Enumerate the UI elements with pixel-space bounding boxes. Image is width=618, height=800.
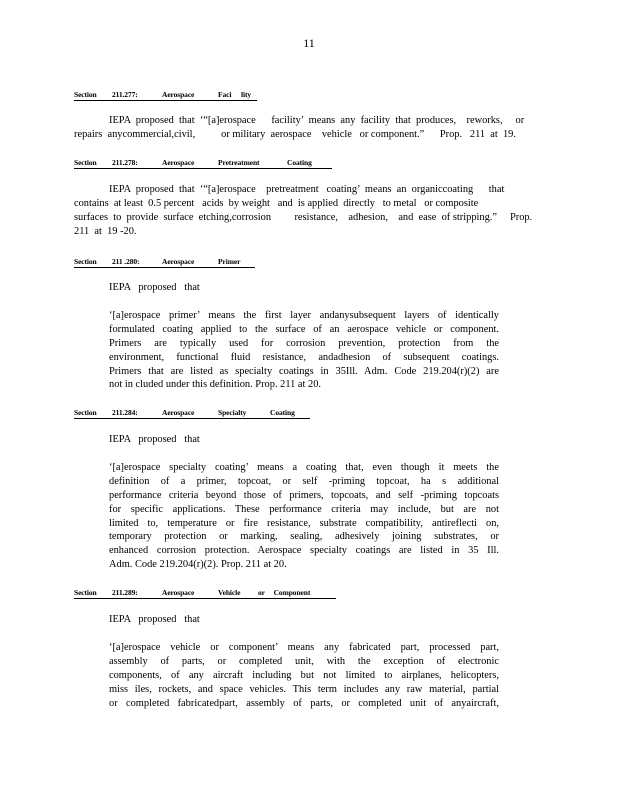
heading-term-2: Specialty: [218, 408, 247, 417]
heading-term-3: lity: [241, 90, 252, 99]
heading-term-1: Aerospace: [162, 408, 195, 417]
quote-line: ‘[a]erospace specialty coating’ means a coating that, even though it meets the: [109, 462, 499, 473]
quote-line: ‘[a]erospace primer’ means the first layer andanysubsequent layers of identically: [109, 310, 499, 321]
quoted-definition: [109, 641, 499, 710]
heading-term-1: Aerospace: [162, 90, 195, 99]
intro-line: IEPA proposed that ‘“[a]erospace pretreatment coating’ means an organiccoating that: [109, 184, 505, 195]
heading-label: Section: [74, 257, 97, 266]
intro-line: IEPA proposed that: [109, 434, 200, 445]
quote-line: formulated coating applied to the surface of an aerospace vehicle or component.: [109, 323, 499, 335]
heading-number: 211.277:: [112, 90, 138, 99]
quote-line: Primers that are listed as specialty coatings in 35Ill. Adm. Code 219.204(r)(2) are: [109, 365, 499, 377]
heading-term-2: Primer: [218, 257, 241, 266]
heading-term-2: Pretreatment: [218, 158, 260, 167]
quote-line: Primers are typically used for corrosion prevention, protection from the: [109, 337, 499, 349]
quote-line: miss iles, rockets, and space vehicles. This term includes any raw material, partial: [109, 683, 499, 695]
page-number: 11: [303, 36, 315, 50]
heading-term-3: or Component: [258, 588, 311, 597]
quote-line: limited to, temperature or fire resistance, substrate compatibility, antireflecti on,: [109, 517, 499, 529]
intro-line: 211 at 19 -20.: [74, 226, 137, 237]
heading-term-2: Faci: [218, 90, 232, 99]
quote-line: performance criteria beyond those of primers, topcoats, and self -priming topcoats: [109, 489, 499, 501]
quoted-definition: [109, 461, 499, 572]
heading-term-3: Coating: [270, 408, 295, 417]
quote-line: not in cluded under this definition. Prop. 211 at 20.: [109, 379, 322, 391]
heading-term-2: Vehicle: [218, 588, 241, 597]
quote-line: Adm. Code 219.204(r)(2). Prop. 211 at 20.: [109, 559, 287, 571]
heading-number: 211.278:: [112, 158, 138, 167]
quote-line: assembly of parts, or completed unit, with the exception of electronic: [109, 655, 499, 667]
heading-label: Section: [74, 408, 97, 417]
quote-line: temporary protection or marking, sealing, adhesively joining substrates, or: [109, 531, 499, 543]
heading-term-1: Aerospace: [162, 158, 195, 167]
quote-line: enhanced corrosion protection. Aerospace specialty coatings are listed in 35 Ill.: [109, 545, 499, 557]
intro-line: surfaces to provide surface etching,corrosion resistance, adhesion, and ease of stripping.” Prop.: [74, 212, 533, 223]
intro-line: IEPA proposed that: [109, 614, 200, 625]
heading-number: 211.284:: [112, 408, 138, 417]
quoted-definition: [109, 309, 499, 392]
heading-label: Section: [74, 158, 97, 167]
section-heading-211-277: [74, 90, 257, 101]
heading-label: Section: [74, 588, 97, 597]
section-heading-211-284: [74, 408, 310, 419]
quote-line: for specific applications. These performance criteria may include, but are not: [109, 503, 499, 515]
heading-label: Section: [74, 90, 97, 99]
quote-line: or completed fabricatedpart, assembly of parts, or completed unit of anyaircraft,: [109, 697, 499, 709]
heading-term-1: Aerospace: [162, 588, 195, 597]
intro-line: contains at least 0.5 percent acids by weight and is applied directly to metal or composite: [74, 198, 479, 209]
quote-line: components, of any aircraft including but not limited to airplanes, helicopters,: [109, 669, 499, 681]
quote-line: environment, functional fluid resistance, andadhesion of subsequent coatings.: [109, 351, 499, 363]
intro-line: repairs anycommercial,civil, or military aerospace vehicle or component.” Prop. 211 at 19.: [74, 129, 516, 140]
quote-line: ‘[a]erospace vehicle or component’ means any fabricated part, processed part,: [109, 642, 499, 653]
quote-line: definition of a primer, topcoat, or self -priming topcoat, ha s additional: [109, 475, 499, 487]
section-heading-211-278: [74, 158, 332, 169]
intro-line: IEPA proposed that: [109, 282, 200, 293]
intro-line: IEPA proposed that ‘“[a]erospace facility’ means any facility that produces, reworks, or: [109, 115, 525, 126]
heading-number: 211 .280:: [112, 257, 140, 266]
heading-term-1: Aerospace: [162, 257, 195, 266]
heading-term-3: Coating: [287, 158, 312, 167]
section-heading-211-289: [74, 588, 336, 599]
section-heading-211-280: [74, 257, 255, 268]
heading-number: 211.289:: [112, 588, 138, 597]
